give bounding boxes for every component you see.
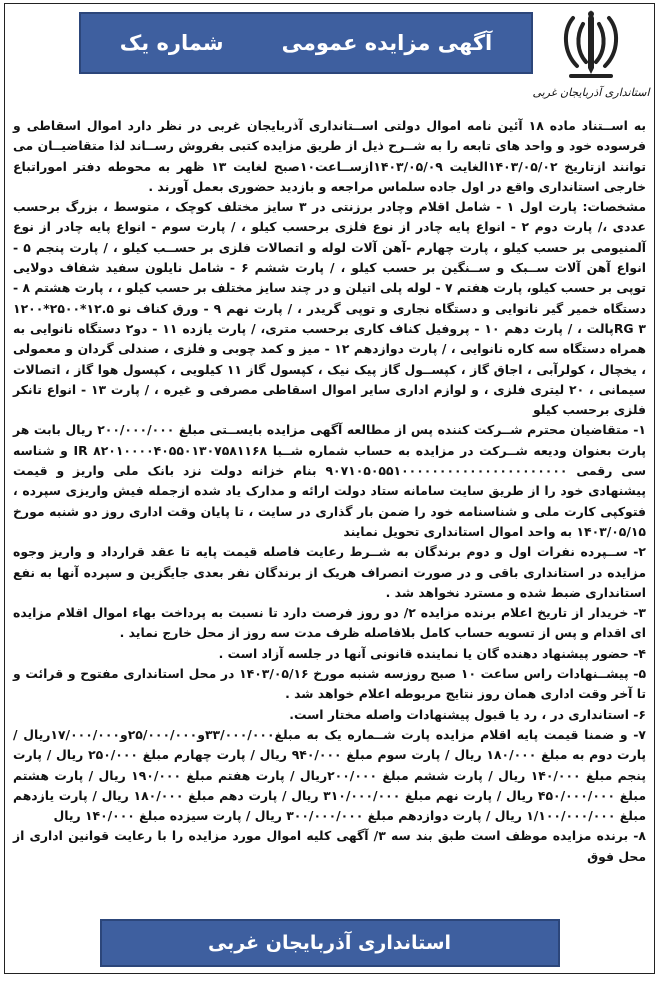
emblem — [532, 8, 650, 112]
header — [5, 4, 654, 116]
specifications-paragraph: مشخصات: پارت اول ۱ - شامل اقلام وچادر برزنتی در ۳ سایز مختلف کوچک ، متوسط ، بزرگ برحسب عددی ،/ پارت دوم ۲ - انواع پایه چادر از نوع فلزی برحسب کیلو ، / پارت سوم - انواع پایه چادر از نوع آلمنیومی بر حسب کیلو ، پارت چهارم -آهن آلات لوله و اتصالات فلزی بر حســب کیلو ، / پارت پنجم ۵ - انواع آهن آلات ســبک و ســنگین بر حسب کیلو ، / پارت ششم ۶ - شامل نایلون سفید شفاف دولایی توپی بر حسب کیلو، پارت هفتم ۷ - لوله پلی اتیلن و در چند سایز مختلف بر حسب کیلو ، ، پارت هشتم ۸ - دستگاه خمیر گیر نانوایی و دستگاه نجاری و توپی گریدر ، / پارت نهم ۹ - ورق کناف نو ۱۲.۵*۲۵۰۰*۱۲۰۰ RG ۳پالت ، / پارت دهم ۱۰ - پروفیل کناف کاری برحسب متری، / پارت یازده ۱۱ - دو۲ دستگاه نانوایی به همراه دستگاه سه کاره نانوایی ، / پارت دوازدهم ۱۲ - میز و کمد چوبی و فلزی ، صندلی گردان و معمولی ، یخچال ، کولرآبی ، اجاق گاز ، کپســول گاز پیک نیک ، کپسول گاز ۱۱ کیلویی ، کپسول هوا گاز ، اتصالات سیمانی ، ۲۰ لیتری فلزی ، و لوازم اداری سایر اموال اسقاطی مصرفی و غیره ، / پارت ۱۳ - انواع تانکر فلزی برحسب کیلو — [13, 199, 647, 418]
footer-banner: استانداری آذربایجان غربی — [100, 919, 560, 967]
clause-2: ۲- ســپرده نفرات اول و دوم برندگان به شــرط رعایت فاصله قیمت پایه تا عقد قرارداد و واریز وجوه مزایده در استانداری باقی و در صورت انصراف هریک از برندگان نفر بعدی جایگزین و سپرده آنها به نفع استانداری ضبط شده و مسترد نخواهد شد . — [13, 544, 646, 600]
clause-1: ۱- متقاضیان محترم شــرکت کننده پس از مطالعه آگهی مزایده بایســتی مبلغ ۲۰۰/۰۰۰/۰۰۰ ریال بابت هر پارت بعنوان ودیعه شــرکت در مزایده به حساب شماره شــبا IR ۸۲۰۱۰۰۰۰۴۰۵۵۰۱۳۰۷۵۸۱۱۶۸ و شناسه سی رقمی ۹۰۷۱۰۵۰۵۵۱۰۰۰۰۰۰۰۰۰۰۰۰۰۰۰۰۰۰۰۰۰۰ بنام خزانه دولت نزد بانک ملی واریز و قیمت پیشنهادی خود را از طریق سایت سامانه ستاد دولت ارائه و مدارک یاد شده ازجمله فیش واریزی سپرده ، فتوکپی کارت ملی و شناسنامه خود را ضمن بار گذاری در سایت ، تا پایان وقت اداری روز دو شنبه مورخ ۱۴۰۳/۰۵/۱۵ به واحد اموال استانداری تحویل نمایند — [13, 422, 646, 539]
footer — [5, 913, 654, 973]
clause-6: ۶- استانداری در ، رد یا قبول پیشنهادات واصله مختار است. — [289, 706, 646, 722]
title-banner — [79, 12, 533, 74]
notice-title: آگهی مزایده عمومی — [281, 31, 493, 55]
clause-8: ۸- برنده مزایده موظف است طبق بند سه ۳/ آگهی کلیه اموال مورد مزایده را با رعایت قوانین اداری از محل فوق — [13, 828, 646, 864]
emblem-caption: استانداری آذربایجان غربی — [532, 86, 650, 99]
notice-body — [13, 116, 646, 867]
notice-number: شماره یک — [119, 31, 224, 55]
clause-5: ۵- پیشــنهادات راس ساعت ۱۰ صبح روزسه شنبه مورخ ۱۴۰۳/۰۵/۱۶ در محل استانداری مفتوح و قرائت و تا آخر وقت اداری همان روز نتایج مربوطه اعلام خواهد شد . — [13, 666, 647, 702]
intro-paragraph: به اســتناد ماده ۱۸ آئین نامه اموال دولتی اســتانداری آذربایجان غربی در نظر دارد اموال اسقاطی و فرسوده خود و واحد های تابعه را به شــرح ذیل از طریق مزایده کتبی بفروش رســاند لذا متقاضیــان می توانند ازتاریخ ۱۴۰۳/۰۵/۰۲الغایت ۱۴۰۳/۰۵/۰۹ازســاعت۱۰صبح لغایت ۱۳ ظهر به محوطه دفتر اموراتباع خارجی استانداری واقع در اول جاده سلماس مراجعه و بازدید حضوری بعمل آورند . — [13, 118, 646, 194]
clause-7: ۷- و ضمنا قیمت پایه اقلام مزایده پارت شــماره یک به مبلغ۳۳/۰۰۰/۰۰۰و۲۵/۰۰۰/۰۰۰و۱۷/۰۰۰/۰۰۰ریال / پارت دوم به مبلغ ۱۸۰/۰۰۰ ریال / پارت سوم مبلغ ۹۴۰/۰۰۰ ریال / پارت چهارم مبلغ ۲۵۰/۰۰۰ ریال / پارت پنجم مبلغ ۱۴۰/۰۰۰ ریال / پارت ششم مبلغ ۲۰۰/۰۰۰ریال / پارت هفتم مبلغ ۱۹۰/۰۰۰ ریال / پارت هشتم مبلغ ۴۵۰/۰۰۰/۰۰۰ ریال / پارت نهم مبلغ ۳۱۰/۰۰۰/۰۰۰ ریال / پارت دهم مبلغ ۱۸۰/۰۰۰ ریال / پارت یازدهم مبلغ ۱/۱۰۰/۰۰۰/۰۰۰ ریال / پارت دوازدهم مبلغ ۳۰۰/۰۰۰/۰۰۰ ریال / پارت سیزده مبلغ ۱۴۰/۰۰۰ ریال — [13, 726, 647, 824]
clause-4: ۴- حضور پیشنهاد دهنده گان یا نماینده قانونی آنها در جلسه آزاد است . — [218, 645, 646, 661]
announcement-page — [4, 3, 655, 974]
iran-emblem-icon — [559, 8, 623, 84]
clause-3: ۳- خریدار از تاریخ اعلام برنده مزایده ۲/ دو روز فرصت دارد تا نسبت به پرداخت بهاء اموال اقلام مزایده ای اقدام و پس از تسویه حساب کامل بلافاصله ظرف مدت سه روز از محل خارج نماید . — [13, 605, 646, 641]
